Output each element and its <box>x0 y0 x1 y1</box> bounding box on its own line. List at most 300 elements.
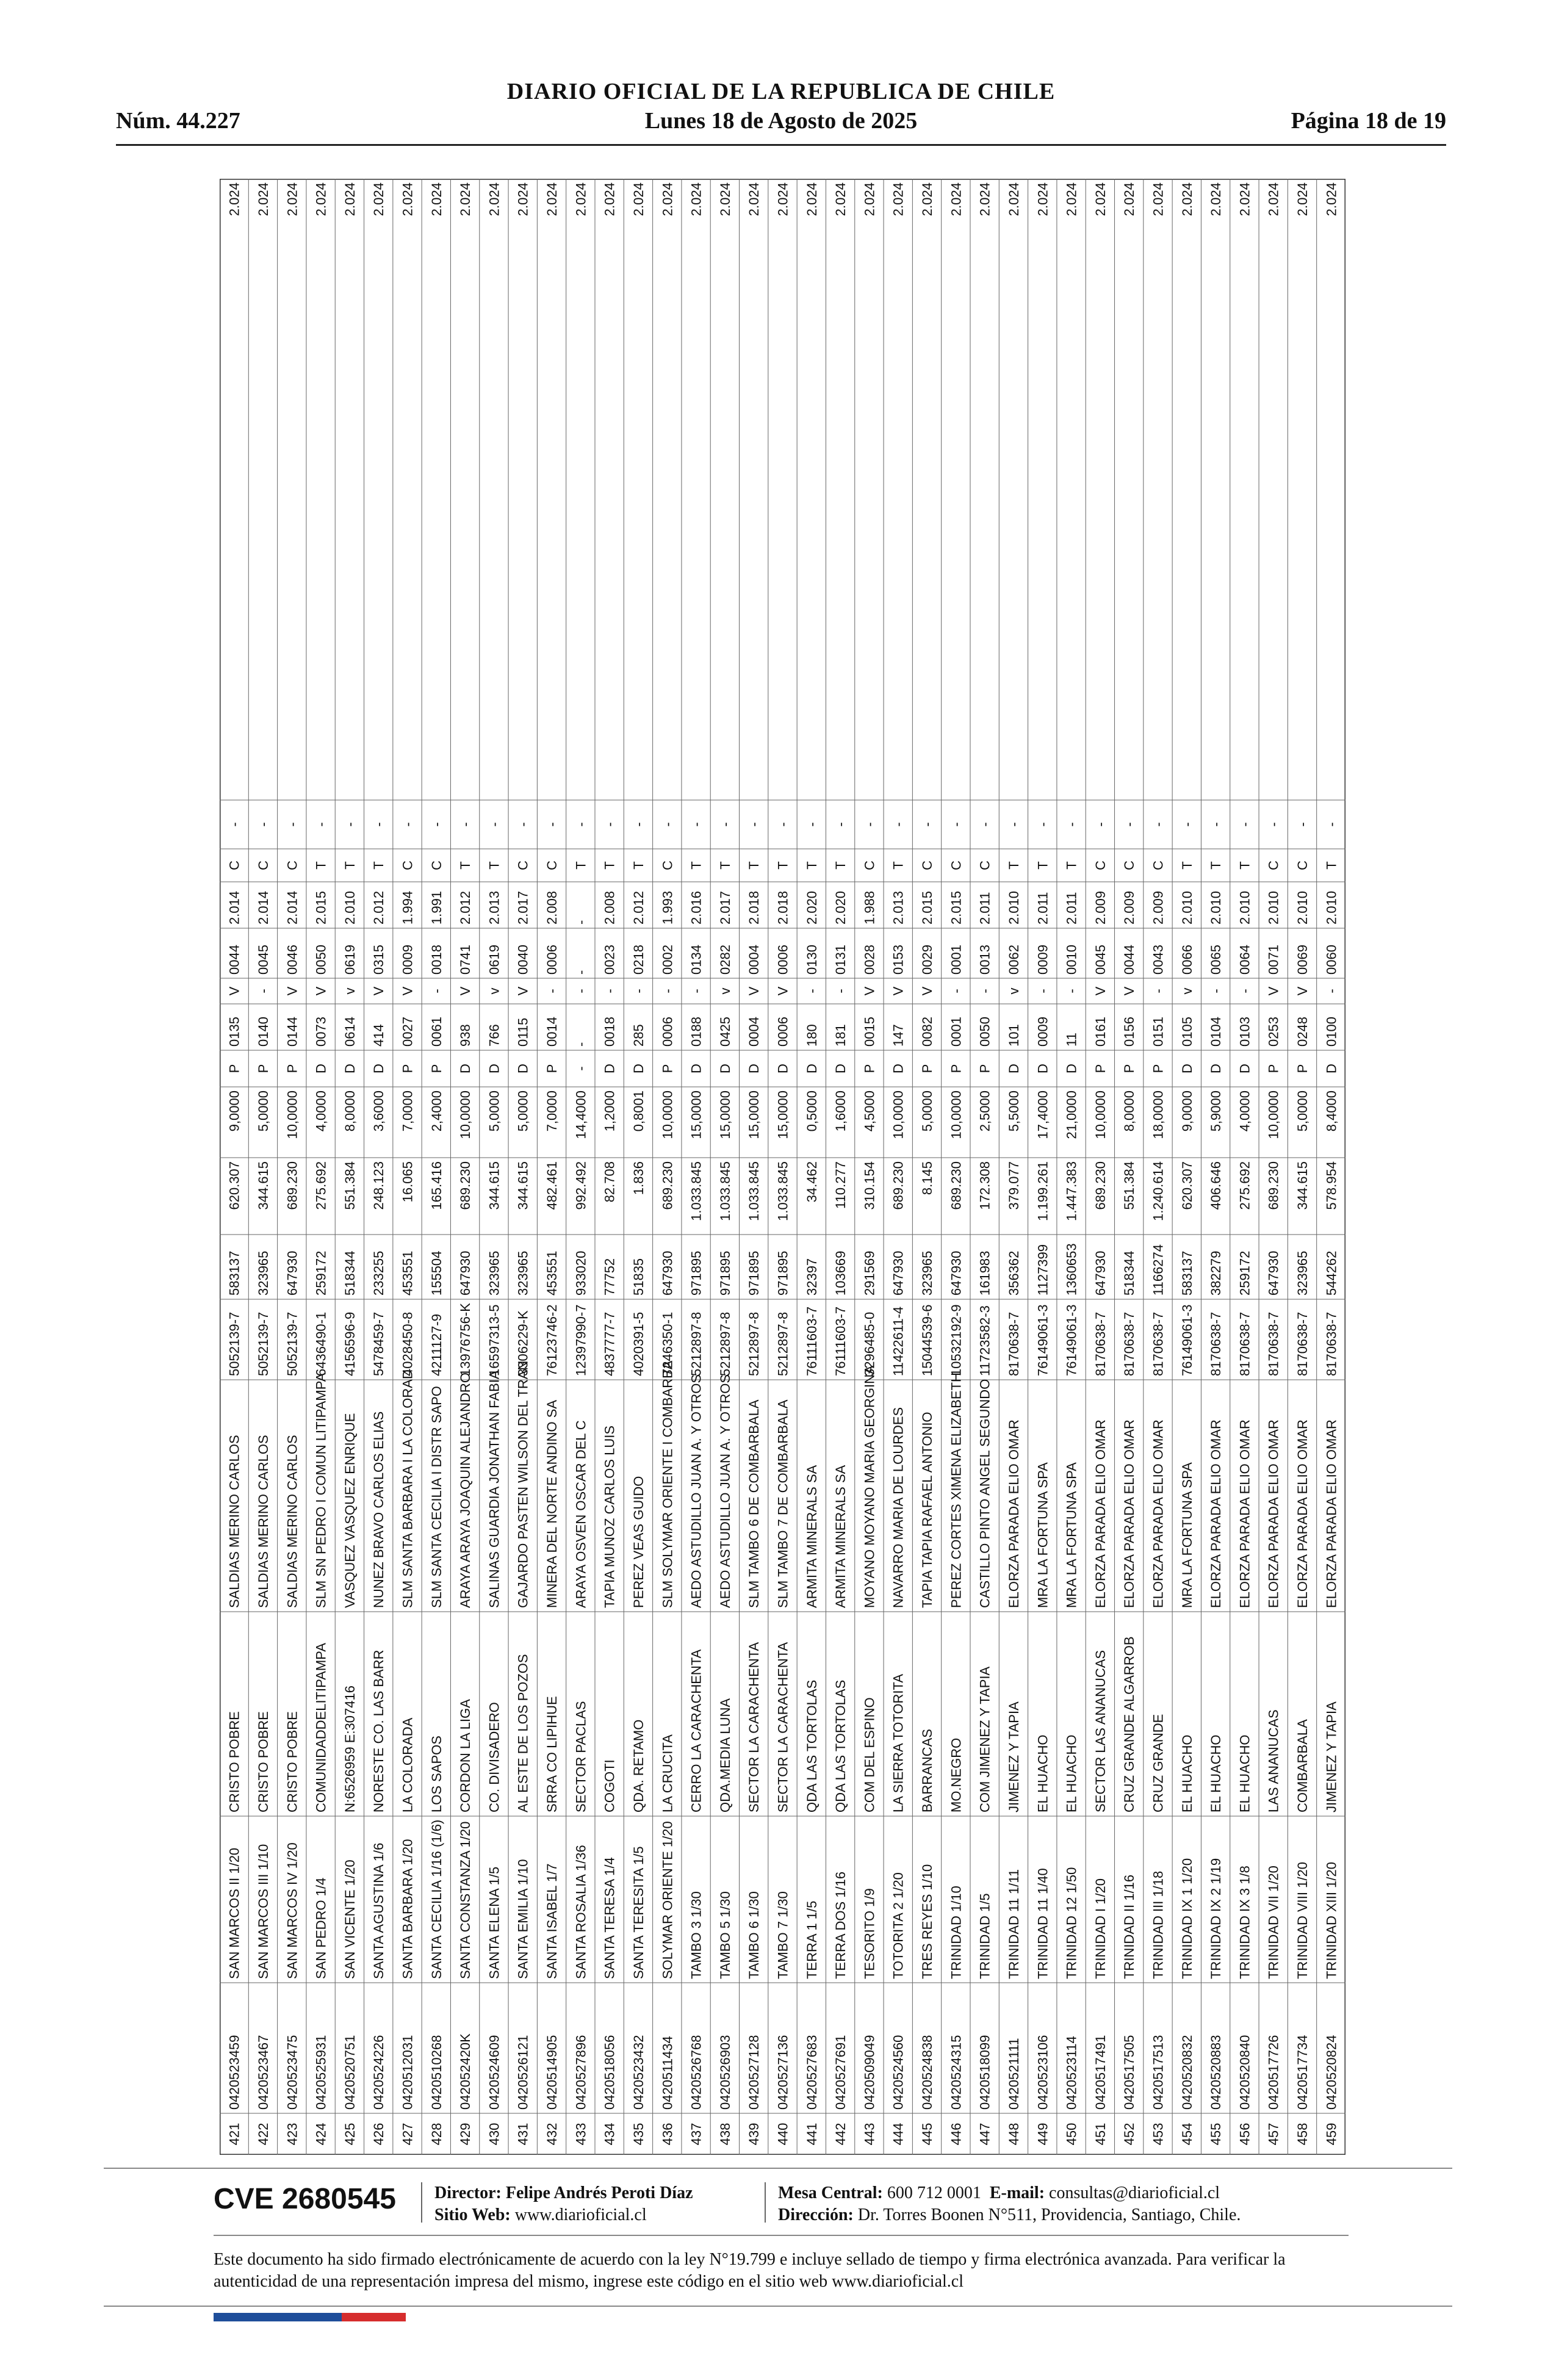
table-cell: 5,0000 <box>486 1091 502 1132</box>
table-cell: 14,4000 <box>573 1091 589 1139</box>
table-cell: 2.009 <box>1122 890 1137 925</box>
table-cell: 8170638-7 <box>1295 1311 1311 1376</box>
table-cell: 2.012 <box>371 890 387 925</box>
table-cell: P <box>1122 1064 1137 1073</box>
table-cell: - <box>977 989 993 993</box>
table-cell: SALDIAS MERINO CARLOS <box>284 1435 300 1608</box>
table-cell: 2.024 <box>458 182 474 217</box>
table-cell: 2,4000 <box>428 1091 444 1132</box>
table-cell: - <box>1150 822 1166 827</box>
table-cell: SLM SANTA BARBARA I LA COLORAD <box>400 1369 416 1608</box>
table-cell: TRINIDAD IX 3 1/8 <box>1237 1866 1253 1979</box>
table-cell: 3306229-K <box>515 1310 531 1376</box>
table-cell: 456 <box>1237 2122 1253 2146</box>
table-cell: 1,2000 <box>602 1091 618 1132</box>
table-cell: 433 <box>573 2122 589 2146</box>
table-cell: ELORZA PARADA ELIO OMAR <box>1266 1419 1281 1608</box>
table-cell: 0420525931 <box>313 2035 329 2110</box>
table-cell: 6436490-1 <box>313 1311 329 1376</box>
table-cell: JIMENEZ Y TAPIA <box>1324 1701 1339 1812</box>
table-cell: 2.015 <box>948 890 964 925</box>
table-cell: 5,0000 <box>255 1091 271 1132</box>
table-cell: 2.024 <box>515 182 531 217</box>
table-cell: P <box>255 1064 271 1073</box>
table-cell: 435 <box>630 2122 646 2146</box>
table-cell: T <box>746 861 762 870</box>
table-cell: ELORZA PARADA ELIO OMAR <box>1006 1419 1021 1608</box>
table-cell: 76123746-2 <box>544 1304 560 1376</box>
table-cell: 2.017 <box>515 890 531 925</box>
table-cell: 0006 <box>544 945 560 975</box>
table-cell: V <box>458 986 474 996</box>
table-cell: 971895 <box>746 1250 762 1296</box>
table-cell: 5,5000 <box>1006 1091 1021 1132</box>
table-cell: COMUNIDADDELITIPAMPA <box>313 1643 329 1812</box>
table-cell: - <box>833 822 849 827</box>
table-cell: TAMBO 3 1/30 <box>688 1891 704 1979</box>
table-cell: 689.230 <box>890 1161 906 1210</box>
table-cell: 2.010 <box>1295 890 1311 925</box>
table-cell: 344.615 <box>486 1161 502 1210</box>
table-cell: AEDO ASTUDILLO JUAN A. Y OTROS <box>717 1374 733 1608</box>
table-cell: 5212897-8 <box>717 1311 733 1376</box>
table-cell: 10,0000 <box>1092 1091 1108 1139</box>
mining-concessions-table <box>220 179 1345 2155</box>
table-cell: C <box>862 860 877 870</box>
table-cell: 7,0000 <box>544 1091 560 1132</box>
table-cell: 4156596-9 <box>342 1311 358 1376</box>
table-cell: 2.024 <box>342 182 358 217</box>
table-cell: 2.024 <box>1266 182 1281 217</box>
table-cell: 971895 <box>717 1250 733 1296</box>
table-cell: 1.994 <box>400 890 416 925</box>
table-cell: 2.024 <box>284 182 300 217</box>
table-cell: 441 <box>804 2122 819 2146</box>
table-cell: T <box>573 861 589 870</box>
table-cell: EL HUACHO <box>1237 1734 1253 1812</box>
table-cell: 8,0000 <box>342 1091 358 1132</box>
table-cell: C <box>948 860 964 870</box>
table-cell: T <box>342 861 358 870</box>
table-cell: 0425 <box>717 1017 733 1047</box>
table-cell: 8170638-7 <box>1266 1311 1281 1376</box>
table-cell: 0420512031 <box>400 2035 416 2110</box>
table-cell: T <box>371 861 387 870</box>
table-cell: P <box>1295 1064 1311 1073</box>
table-cell: 0105 <box>1179 1017 1195 1047</box>
table-cell: QDA LAS TORTOLAS <box>833 1679 849 1812</box>
table-cell: 10,0000 <box>1266 1091 1281 1139</box>
table-cell: SALDIAS MERINO CARLOS <box>226 1435 242 1608</box>
table-cell: 172.308 <box>977 1161 993 1210</box>
table-cell: 0420520824 <box>1324 2035 1339 2110</box>
table-cell: 8170638-7 <box>1324 1311 1339 1376</box>
table-cell: SOLYMAR ORIENTE 1/20 <box>660 1821 675 1979</box>
email-label: E-mail: <box>989 2183 1045 2202</box>
table-cell: 0420527691 <box>833 2035 849 2110</box>
table-cell: 0010 <box>1064 945 1079 975</box>
table-cell: SANTA BARBARA 1/20 <box>400 1839 416 1979</box>
table-cell: 1166274 <box>1150 1244 1166 1296</box>
table-cell: 0315 <box>371 945 387 975</box>
table-cell: T <box>1179 861 1195 870</box>
table-cell: TRINIDAD IX 1 1/20 <box>1179 1858 1195 1979</box>
table-cell: 5052139-7 <box>255 1311 271 1376</box>
table-cell: CRUZ GRANDE ALGARROB <box>1122 1636 1137 1812</box>
table-cell: SAN VICENTE 1/20 <box>342 1859 358 1979</box>
table-cell: 2.008 <box>544 890 560 925</box>
table-cell: 2.024 <box>746 182 762 217</box>
table-cell: 2.010 <box>1324 890 1339 925</box>
table-cell: - <box>371 822 387 827</box>
table-cell: 0046 <box>284 945 300 975</box>
email-link[interactable]: consultas@diarioficial.cl <box>1049 2183 1220 2202</box>
table-cell: CRUZ GRANDE <box>1150 1714 1166 1812</box>
table-cell: 0004 <box>746 1017 762 1047</box>
table-cell: 2.024 <box>544 182 560 217</box>
table-cell: 382279 <box>1208 1250 1224 1296</box>
table-cell: T <box>804 861 819 870</box>
table-cell: T <box>688 861 704 870</box>
table-cell: T <box>458 861 474 870</box>
table-cell: 0044 <box>226 945 242 975</box>
table-cell: 1,6000 <box>833 1091 849 1132</box>
mesa-phone: 600 712 0001 <box>887 2183 981 2202</box>
table-cell: - <box>255 822 271 827</box>
table-cell: 285 <box>630 1024 646 1047</box>
table-cell: 0420523459 <box>226 2035 242 2110</box>
table-cell: 0100 <box>1324 1017 1339 1047</box>
table-cell: 323965 <box>1295 1250 1311 1296</box>
table-cell: 620.307 <box>1179 1161 1195 1210</box>
table-cell: 5212897-8 <box>688 1311 704 1376</box>
table-cell: - <box>573 920 589 925</box>
table-cell: NUNEZ BRAVO CARLOS ELIAS <box>371 1411 387 1608</box>
table-cell: 8170638-7 <box>1092 1311 1108 1376</box>
table-cell: P <box>977 1064 993 1073</box>
table-cell: C <box>400 860 416 870</box>
table-cell: 2.014 <box>255 890 271 925</box>
table-cell: TRINIDAD 11 1/11 <box>1006 1869 1021 1979</box>
table-cell: 0013 <box>977 945 993 975</box>
table-cell: MOYANO MOYANO MARIA GEORGINA <box>862 1365 877 1608</box>
table-cell: SECTOR PACLAS <box>573 1701 589 1812</box>
table-cell: 0018 <box>428 945 444 975</box>
table-cell: 421 <box>226 2122 242 2146</box>
table-cell: LA COLORADA <box>400 1717 416 1812</box>
table-cell: TRINIDAD 12 1/50 <box>1064 1867 1079 1979</box>
table-cell: 17,4000 <box>1035 1091 1051 1139</box>
table-cell: 5052139-7 <box>226 1311 242 1376</box>
table-cell: 0029 <box>920 945 935 975</box>
table-cell: SANTA CECILIA 1/16 (1/6) <box>428 1819 444 1979</box>
table-cell: D <box>1324 1064 1339 1073</box>
table-cell: 2.024 <box>775 182 791 217</box>
footer-separator-left <box>421 2182 422 2223</box>
table-cell: 0188 <box>688 1017 704 1047</box>
table-cell: 766 <box>486 1024 502 1047</box>
table-cell: - <box>1006 822 1021 827</box>
table-cell: 1.991 <box>428 890 444 925</box>
table-cell: - <box>284 822 300 827</box>
table-cell: 2.024 <box>486 182 502 217</box>
table-cell: - <box>833 989 849 993</box>
table-cell: - <box>573 1066 589 1071</box>
table-cell: SAN PEDRO 1/4 <box>313 1877 329 1979</box>
table-cell: QDA. RETAMO <box>630 1719 646 1812</box>
table-cell: 933020 <box>573 1250 589 1296</box>
table-cell: TRINIDAD III 1/18 <box>1150 1870 1166 1979</box>
table-cell: T <box>775 861 791 870</box>
table-cell: 8,0000 <box>1122 1091 1137 1132</box>
table-cell: V <box>1266 986 1281 996</box>
table-cell: 0420521111 <box>1006 2038 1021 2110</box>
table-cell: 0018 <box>602 1017 618 1047</box>
table-cell: 2.010 <box>342 890 358 925</box>
table-cell: 4028450-8 <box>400 1311 416 1376</box>
cve-code: CVE 2680545 <box>214 2183 396 2215</box>
table-cell: T <box>1237 861 1253 870</box>
table-cell: - <box>544 822 560 827</box>
table-cell: - <box>688 822 704 827</box>
table-cell: - <box>1064 989 1079 993</box>
newspaper-title: DIARIO OFICIAL DE LA REPUBLICA DE CHILE <box>506 79 1056 104</box>
table-cell: 2.015 <box>313 890 329 925</box>
table-cell: 437 <box>688 2122 704 2146</box>
table-cell: 0028 <box>862 945 877 975</box>
table-cell: 2.024 <box>862 182 877 217</box>
table-cell: T <box>1324 861 1339 870</box>
table-cell: CRISTO POBRE <box>255 1711 271 1812</box>
table-cell: QDA LAS TORTOLAS <box>804 1679 819 1812</box>
table-cell: 444 <box>890 2122 906 2146</box>
table-cell: - <box>977 822 993 827</box>
table-cell: SLM TAMBO 6 DE COMBARBALA <box>746 1399 762 1608</box>
table-cell: TRES REYES 1/10 <box>920 1864 935 1979</box>
issue-number: Núm. 44.227 <box>116 108 240 134</box>
table-cell: 0420518099 <box>977 2035 993 2110</box>
table-cell: - <box>1237 822 1253 827</box>
table-cell: - <box>313 822 329 827</box>
table-cell: V <box>371 986 387 996</box>
table-cell: 3,6000 <box>371 1091 387 1132</box>
table-cell: - <box>602 822 618 827</box>
table-cell: 2.010 <box>1266 890 1281 925</box>
table-cell: 5,0000 <box>515 1091 531 1132</box>
table-cell: TAMBO 5 1/30 <box>717 1891 733 1979</box>
director-label: Director: <box>434 2183 502 2202</box>
table-cell: - <box>1179 822 1195 827</box>
table-cell: SAN MARCOS II 1/20 <box>226 1847 242 1979</box>
table-cell: V <box>862 986 877 996</box>
table-cell: EL HUACHO <box>1179 1734 1195 1812</box>
table-cell: 291569 <box>862 1250 877 1296</box>
table-cell: 0420526121 <box>515 2035 531 2110</box>
table-cell: C <box>1295 860 1311 870</box>
table-cell: 2.014 <box>226 890 242 925</box>
table-cell: 2.024 <box>1295 182 1311 217</box>
table-cell: 2.024 <box>428 182 444 217</box>
table-cell: - <box>1237 989 1253 993</box>
table-cell: 181 <box>833 1024 849 1047</box>
table-cell: 2.011 <box>1035 892 1051 925</box>
table-cell: 0014 <box>544 1017 560 1047</box>
table-cell: T <box>717 861 733 870</box>
table-cell: - <box>948 989 964 993</box>
table-cell: C <box>515 860 531 870</box>
table-cell: P <box>920 1064 935 1073</box>
table-cell: - <box>1208 989 1224 993</box>
table-cell: 436 <box>660 2122 675 2146</box>
table-cell: 310.154 <box>862 1161 877 1210</box>
table-cell: T <box>630 861 646 870</box>
table-cell: 620.307 <box>226 1161 242 1210</box>
table-cell: C <box>977 860 993 870</box>
web-link[interactable]: www.diarioficial.cl <box>514 2205 647 2224</box>
table-cell: 0253 <box>1266 1017 1281 1047</box>
table-cell: T <box>1035 861 1051 870</box>
table-cell: P <box>226 1064 242 1073</box>
table-cell: 455 <box>1208 2122 1224 2146</box>
table-cell: - <box>890 822 906 827</box>
table-cell: CORDON LA LIGA <box>458 1699 474 1812</box>
table-cell: 0027 <box>400 1017 416 1047</box>
table-cell: SLM TAMBO 7 DE COMBARBALA <box>775 1399 791 1608</box>
table-cell: 0420523114 <box>1064 2036 1079 2110</box>
table-cell: 457 <box>1266 2122 1281 2146</box>
table-cell: 10,0000 <box>890 1091 906 1139</box>
table-cell: 2.024 <box>1150 182 1166 217</box>
table-cell: 458 <box>1295 2122 1311 2146</box>
table-cell: SECTOR LAS ANANUCAS <box>1092 1650 1108 1812</box>
table-cell: 2.013 <box>486 890 502 925</box>
table-cell: 0004 <box>746 945 762 975</box>
table-cell: 428 <box>428 2122 444 2146</box>
table-cell: 76149061-3 <box>1064 1304 1079 1376</box>
table-cell: ELORZA PARADA ELIO OMAR <box>1150 1419 1166 1608</box>
table-cell: CASTILLO PINTO ANGEL SEGUNDO <box>977 1379 993 1608</box>
table-cell: 429 <box>458 2122 474 2146</box>
table-cell: LAS ANANUCAS <box>1266 1709 1281 1812</box>
table-cell: P <box>400 1064 416 1073</box>
table-cell: ARAYA ARAYA JOAQUIN ALEJANDRO <box>458 1372 474 1608</box>
table-cell: 0420524315 <box>948 2035 964 2110</box>
table-cell: 2.011 <box>1064 892 1079 925</box>
table-cell: V <box>284 986 300 996</box>
table-cell: 451 <box>1092 2122 1108 2146</box>
table-cell: TRINIDAD IX 2 1/19 <box>1208 1858 1224 1979</box>
flag-stripe-blue <box>214 2313 342 2321</box>
table-cell: CO. DIVISADERO <box>486 1702 502 1812</box>
table-cell: TAMBO 6 1/30 <box>746 1891 762 1979</box>
table-cell: 2.015 <box>920 890 935 925</box>
table-cell: 430 <box>486 2122 502 2146</box>
table-cell: 689.230 <box>948 1161 964 1210</box>
table-cell: 2.024 <box>1324 182 1339 217</box>
table-cell: v <box>717 987 733 995</box>
table-cell: 0420520751 <box>342 2035 358 2110</box>
table-cell: v <box>486 987 502 995</box>
table-cell: 10532192-9 <box>948 1304 964 1376</box>
table-cell: 13976756-K <box>458 1303 474 1376</box>
table-cell: 518344 <box>342 1250 358 1296</box>
table-cell: 51835 <box>630 1258 646 1296</box>
table-cell: - <box>1150 989 1166 993</box>
table-cell: 1.447.383 <box>1064 1161 1079 1221</box>
table-cell: 1.988 <box>862 890 877 925</box>
table-cell: - <box>515 822 531 827</box>
table-cell: C <box>255 860 271 870</box>
table-cell: 042052420K <box>458 2033 474 2110</box>
table-cell: 4211127-9 <box>428 1314 444 1376</box>
table-cell: - <box>428 989 444 993</box>
address-label: Dirección: <box>778 2205 854 2224</box>
table-cell: 9,0000 <box>1179 1091 1195 1132</box>
table-cell: 551.384 <box>1122 1161 1137 1210</box>
footer-separator-right <box>765 2182 766 2223</box>
table-cell: 2.024 <box>660 182 675 217</box>
table-cell: 147 <box>890 1024 906 1047</box>
table-cell: 442 <box>833 2122 849 2146</box>
table-cell: - <box>1324 989 1339 993</box>
table-cell: 10,0000 <box>458 1091 474 1139</box>
table-cell: SECTOR LA CARACHENTA <box>746 1642 762 1812</box>
table-cell: 2.024 <box>833 182 849 217</box>
table-cell: SLM SN PEDRO I COMUN LITIPAMPA <box>313 1372 329 1608</box>
table-cell: 431 <box>515 2122 531 2146</box>
table-cell: 2.008 <box>602 890 618 925</box>
header-divider <box>116 144 1446 146</box>
table-cell: 0420520832 <box>1179 2035 1195 2110</box>
table-cell: D <box>371 1064 387 1073</box>
table-cell: BARRANCAS <box>920 1729 935 1812</box>
table-cell: 11723582-3 <box>977 1305 993 1376</box>
table-cell: 5212897-8 <box>746 1311 762 1376</box>
table-cell: 77752 <box>602 1258 618 1296</box>
table-cell: D <box>313 1064 329 1073</box>
table-cell: 647930 <box>660 1250 675 1296</box>
table-cell: 8170638-7 <box>1122 1311 1137 1376</box>
table-cell: - <box>486 822 502 827</box>
table-cell: 0151 <box>1150 1017 1166 1047</box>
table-cell: v <box>1006 987 1021 995</box>
table-cell: 103669 <box>833 1250 849 1296</box>
table-cell: 2.016 <box>688 890 704 925</box>
table-cell: 0002 <box>660 945 675 975</box>
table-cell: 0050 <box>313 945 329 975</box>
table-cell: TERRA 1 1/5 <box>804 1900 819 1979</box>
table-cell: 323965 <box>255 1250 271 1296</box>
table-cell: 7246350-1 <box>660 1311 675 1376</box>
table-cell: 647930 <box>1092 1250 1108 1296</box>
table-cell: 10,0000 <box>948 1091 964 1139</box>
table-cell: SAN MARCOS III 1/10 <box>255 1844 271 1979</box>
web-label: Sitio Web: <box>434 2205 511 2224</box>
table-cell: NAVARRO MARIA DE LOURDES <box>890 1407 906 1608</box>
table-cell: 1.993 <box>660 890 675 925</box>
table-cell: P <box>428 1064 444 1073</box>
table-cell: COGOTI <box>602 1759 618 1812</box>
table-cell: 0104 <box>1208 1017 1224 1047</box>
table-cell: SALINAS GUARDIA JONATHAN FABIA <box>486 1370 502 1608</box>
table-cell: 275.692 <box>1237 1161 1253 1210</box>
table-cell: TRINIDAD VIII 1/20 <box>1295 1862 1311 1979</box>
table-cell: 15044539-6 <box>920 1304 935 1376</box>
table-cell: 1.033.845 <box>688 1161 704 1221</box>
table-cell: TRINIDAD I 1/20 <box>1092 1878 1108 1979</box>
table-cell: 2.024 <box>313 182 329 217</box>
table-cell: 180 <box>804 1024 819 1047</box>
